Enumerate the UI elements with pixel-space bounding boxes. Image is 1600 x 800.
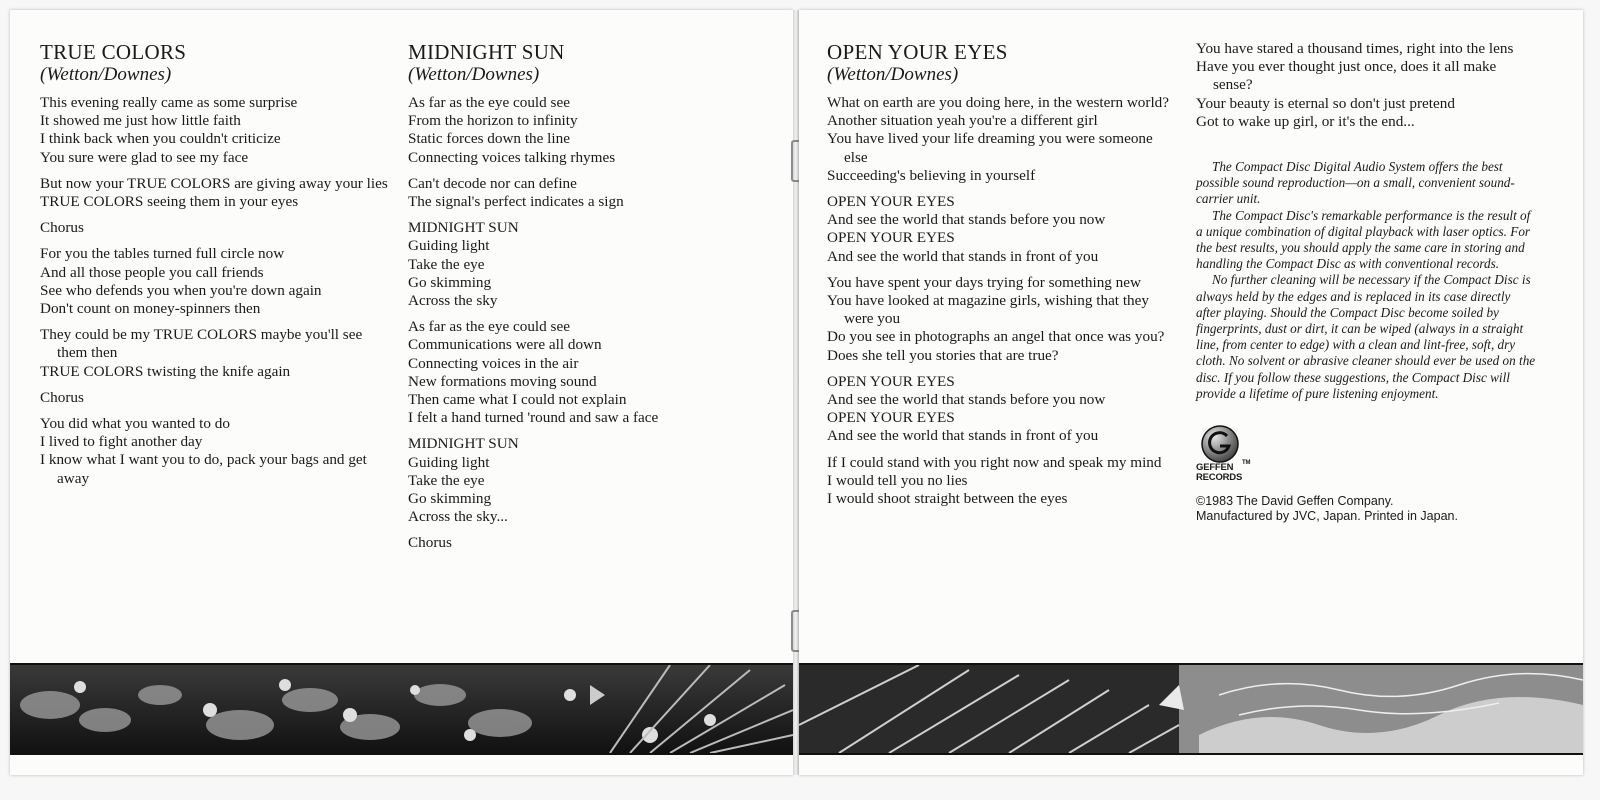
copyright-line: ©1983 The David Geffen Company. bbox=[1196, 494, 1394, 509]
lyric-line: Chorus bbox=[40, 388, 84, 406]
lyric-line: You have spent your days trying for something new bbox=[827, 273, 1141, 291]
lyric-line: Guiding light bbox=[408, 237, 490, 255]
lyric-line: For you the tables turned full circle now bbox=[40, 245, 285, 263]
lyric-line: Another situation yeah you're a different girl bbox=[827, 112, 1098, 130]
lyric-line: Communications were all down bbox=[408, 336, 602, 354]
stanza bbox=[827, 193, 1172, 266]
stanza bbox=[40, 326, 390, 381]
lyric-line: I felt a hand turned 'round and saw a face bbox=[408, 409, 659, 427]
jungle-artwork-banner bbox=[10, 663, 793, 755]
lyric-line: Connecting voices talking rhymes bbox=[408, 148, 616, 166]
lyric-line: I would shoot straight between the eyes bbox=[827, 490, 1068, 508]
lyric-line: Have you ever thought just once, does it all make sense? bbox=[1196, 58, 1497, 94]
lyric-line: I think back when you couldn't criticize bbox=[40, 130, 281, 148]
lyric-line: They could be my TRUE COLORS maybe you'll see them then bbox=[40, 326, 363, 362]
notes-paragraph: No further cleaning will be necessary if the Compact Disc is always held by the edges and is replaced in its case directly after playing. Should the Compact Disc become soiled by fingerprints, dust or dirt, it can be wiped (always in a straight line, from center to edge) with a clean and lint-free, soft, dry cloth. No solvent or abrasive cleaner should ever be used on the disc. If you follow these suggestions, the Compact Disc will provide a lifetime of pure listening enjoyment. bbox=[1196, 272, 1536, 401]
lyric-line: TRUE COLORS seeing them in your eyes bbox=[40, 193, 299, 211]
lyric-line: OPEN YOUR EYES bbox=[827, 409, 955, 427]
lyric-line: TRUE COLORS twisting the knife again bbox=[40, 362, 291, 380]
lyric-line: Across the sky... bbox=[408, 508, 508, 526]
stanza bbox=[408, 318, 778, 427]
stanza bbox=[40, 94, 390, 167]
stanza bbox=[827, 373, 1172, 446]
lyric-line: New formations moving sound bbox=[408, 372, 597, 390]
stanza bbox=[408, 175, 778, 211]
stanza bbox=[827, 454, 1172, 509]
lyric-line: And see the world that stands before you now bbox=[827, 391, 1106, 409]
stanza bbox=[408, 435, 778, 526]
lyric-line: And see the world that stands in front of you bbox=[827, 247, 1099, 265]
lyric-line: This evening really came as some surprise bbox=[40, 94, 298, 111]
stanza bbox=[40, 389, 390, 407]
lyric-line: Your beauty is eternal so don't just pretend bbox=[1196, 94, 1455, 112]
lyric-line: MIDNIGHT SUN bbox=[408, 435, 519, 453]
lyric-line: You have stared a thousand times, right into the lens bbox=[1196, 40, 1514, 57]
lyric-line: Take the eye bbox=[408, 255, 485, 273]
lyric-line: You did what you wanted to do bbox=[40, 415, 230, 433]
left-page bbox=[10, 10, 793, 775]
lyric-line: Across the sky bbox=[408, 292, 498, 310]
lyric-line: The signal's perfect indicates a sign bbox=[408, 193, 624, 211]
lyric-line: If I could stand with you right now and speak my mind bbox=[827, 453, 1162, 471]
lyric-line: MIDNIGHT SUN bbox=[408, 219, 519, 237]
logo-line-1: GEFFEN bbox=[1196, 462, 1234, 474]
stanza bbox=[40, 175, 390, 211]
song-credit: (Wetton/Downes) bbox=[827, 64, 959, 85]
lyric-line: Do you see in photographs an angel that once was you? bbox=[827, 328, 1165, 346]
lyric-line: It showed me just how little faith bbox=[40, 112, 241, 130]
song-title: OPEN YOUR EYES bbox=[827, 40, 1008, 64]
stanza bbox=[408, 94, 778, 167]
jungle-foliage-image bbox=[10, 665, 793, 753]
notes-paragraph: The Compact Disc Digital Audio System offers the best possible sound reproduction—on a small, convenient sound-carrier unit. bbox=[1196, 159, 1515, 207]
lyric-line: Take the eye bbox=[408, 471, 485, 489]
stanza bbox=[40, 219, 390, 237]
lyric-line: Then came what I could not explain bbox=[408, 391, 627, 409]
lyric-line: And see the world that stands in front of you bbox=[827, 427, 1099, 445]
lyric-line: I know what I want you to do, pack your bags and get away bbox=[40, 451, 367, 487]
lyric-line: Go skimming bbox=[408, 273, 492, 291]
lyrics-continued-and-notes bbox=[1196, 40, 1536, 524]
trademark-mark: TM bbox=[1242, 460, 1251, 467]
manufactured-line: Manufactured by JVC, Japan. Printed in Japan. bbox=[1196, 509, 1458, 524]
stanza bbox=[827, 274, 1172, 365]
stanza bbox=[40, 415, 390, 488]
lyric-line: Succeeding's believing in yourself bbox=[827, 166, 1036, 184]
ocean-artwork-banner bbox=[799, 663, 1583, 755]
song-title: TRUE COLORS bbox=[40, 40, 187, 64]
stanza bbox=[1196, 40, 1536, 131]
lyric-line: Does she tell you stories that are true? bbox=[827, 346, 1059, 364]
lyric-line: Don't count on money-spinners then bbox=[40, 300, 261, 318]
lyric-line: Can't decode nor can define bbox=[408, 174, 577, 192]
lyric-line: Go skimming bbox=[408, 490, 492, 508]
lyric-line: As far as the eye could see bbox=[408, 94, 570, 111]
lyric-line: Guiding light bbox=[408, 453, 490, 471]
palm-and-sea-image bbox=[799, 665, 1583, 753]
stanza bbox=[827, 94, 1172, 185]
geffen-logo bbox=[1196, 424, 1536, 484]
midnight-sun-lyrics bbox=[408, 40, 778, 561]
logo-line-2: RECORDS bbox=[1196, 472, 1243, 484]
lyric-line: See who defends you when you're down again bbox=[40, 281, 322, 299]
lyric-line: OPEN YOUR EYES bbox=[827, 193, 955, 211]
lyric-line: As far as the eye could see bbox=[408, 318, 570, 336]
lyric-line: And all those people you call friends bbox=[40, 263, 264, 281]
song-credit: (Wetton/Downes) bbox=[40, 64, 172, 85]
geffen-g-icon bbox=[1200, 424, 1242, 464]
song-credit: (Wetton/Downes) bbox=[408, 64, 540, 85]
true-colors-lyrics bbox=[40, 40, 390, 496]
lyric-line: Got to wake up girl, or it's the end... bbox=[1196, 112, 1415, 130]
lyric-line: I lived to fight another day bbox=[40, 433, 203, 451]
lyric-line: From the horizon to infinity bbox=[408, 112, 578, 130]
lyric-line: What on earth are you doing here, in the western world? bbox=[827, 94, 1170, 111]
copyright-block bbox=[1196, 494, 1536, 524]
stanza bbox=[408, 219, 778, 310]
song-title: MIDNIGHT SUN bbox=[408, 40, 565, 64]
lyric-line: Chorus bbox=[40, 219, 84, 237]
lyric-line: Static forces down the line bbox=[408, 130, 570, 148]
lyric-line: I would tell you no lies bbox=[827, 471, 968, 489]
lyric-line: You have lived your life dreaming you were someone else bbox=[827, 130, 1153, 166]
lyric-line: And see the world that stands before you now bbox=[827, 211, 1106, 229]
stanza bbox=[408, 534, 778, 552]
lyric-line: OPEN YOUR EYES bbox=[827, 229, 955, 247]
right-page bbox=[799, 10, 1583, 775]
lyric-line: Chorus bbox=[408, 534, 452, 552]
lyric-line: You sure were glad to see my face bbox=[40, 148, 249, 166]
open-your-eyes-lyrics bbox=[827, 40, 1172, 516]
lyric-line: You have looked at magazine girls, wishing that they were you bbox=[827, 292, 1149, 328]
lyric-line: But now your TRUE COLORS are giving away your lies bbox=[40, 174, 388, 192]
notes-paragraph: The Compact Disc's remarkable performance is the result of a unique combination of digital playback with laser optics. For the best results, you should apply the same care in storing and handling the Compact Disc as with conventional records. bbox=[1196, 207, 1531, 272]
compact-disc-care-notes bbox=[1196, 159, 1536, 402]
lyric-line: OPEN YOUR EYES bbox=[827, 372, 955, 390]
lyric-line: Connecting voices in the air bbox=[408, 354, 579, 372]
stanza bbox=[40, 245, 390, 318]
